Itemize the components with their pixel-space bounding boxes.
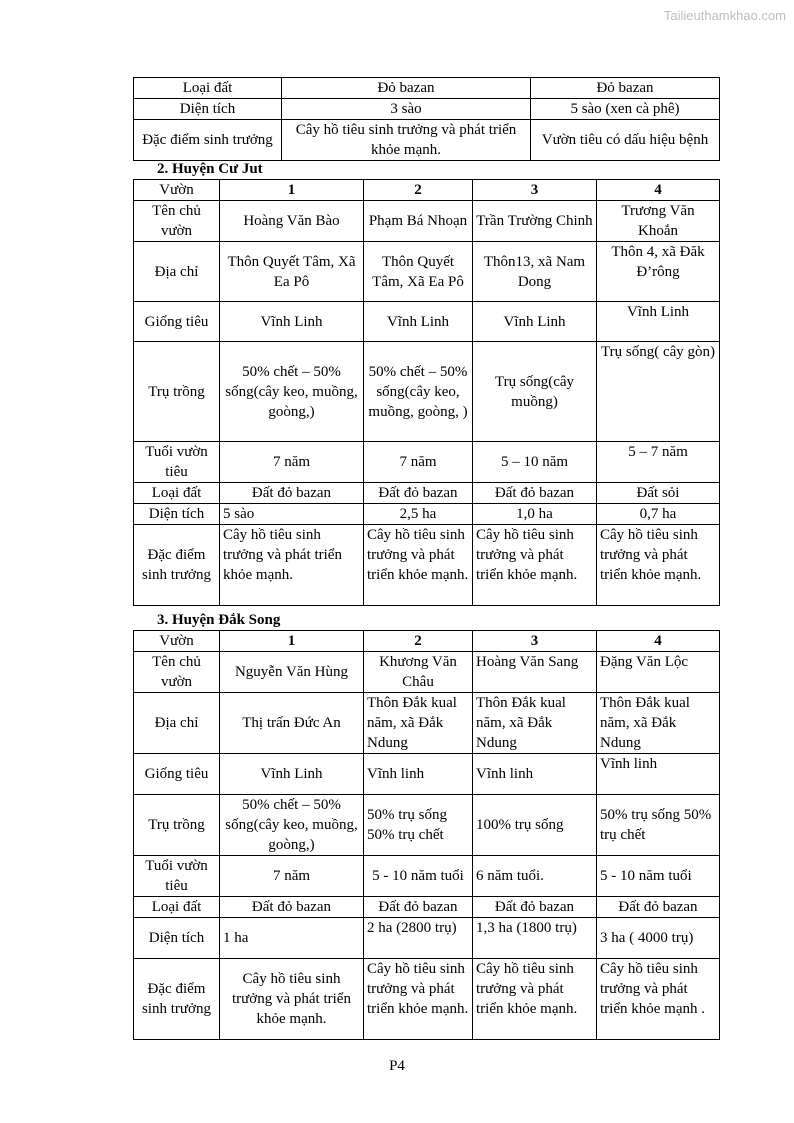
table-cell: Thôn 4, xã Đăk Đ’rông [597, 242, 720, 302]
table-cell: 5 sào (xen cà phê) [531, 99, 720, 120]
table-cell: Trần Trường Chinh [473, 201, 597, 242]
table-cell: Đất sỏi [597, 483, 720, 504]
row-label: Diện tích [134, 99, 282, 120]
row-label: Địa chỉ [134, 693, 220, 754]
table-cell: Vĩnh Linh [473, 302, 597, 342]
table-cell: Thị trấn Đức An [220, 693, 364, 754]
table-row [134, 342, 720, 442]
row-label: Diện tích [134, 918, 220, 959]
table-cell: Trụ sống(cây muồng) [473, 342, 597, 442]
table-row [134, 78, 720, 99]
table-cell: Đất đỏ bazan [220, 483, 364, 504]
table-cell: Phạm Bá Nhoạn [364, 201, 473, 242]
table-cell: Đặng Văn Lộc [597, 652, 720, 693]
table-row [134, 959, 720, 1040]
table-cell: 7 năm [220, 856, 364, 897]
table-cell: Cây hồ tiêu sinh trưởng và phát triển khỏe mạnh. [364, 525, 473, 606]
table-cell: 5 sào [220, 504, 364, 525]
table-cell: 1 ha [220, 918, 364, 959]
table-cell: Cây hồ tiêu sinh trưởng và phát triển khỏe mạnh. [282, 120, 531, 161]
table-cell: 3 ha ( 4000 trụ) [597, 918, 720, 959]
watermark-text: Tailieuthamkhao.com [663, 8, 786, 23]
row-label: Loại đất [134, 897, 220, 918]
table-cell: Đỏ bazan [531, 78, 720, 99]
header-col-3: 3 [473, 631, 597, 652]
row-label: Tuổi vườn tiêu [134, 442, 220, 483]
row-label: Giống tiêu [134, 302, 220, 342]
row-label: Tên chủ vườn [134, 201, 220, 242]
table-cell: 5 – 7 năm [597, 442, 720, 483]
table-cell: Cây hồ tiêu sinh trưởng và phát triển khỏe mạnh . [597, 959, 720, 1040]
table-cell: Vĩnh Linh [364, 302, 473, 342]
table-cell: Cây hồ tiêu sinh trưởng và phát triển khỏe mạnh. [364, 959, 473, 1040]
row-label: Trụ trồng [134, 795, 220, 856]
row-label: Đặc điểm sinh trưởng [134, 959, 220, 1040]
row-label: Loại đất [134, 483, 220, 504]
header-label: Vườn [134, 631, 220, 652]
table-cell: Cây hồ tiêu sinh trưởng và phát triển khỏe mạnh. [220, 959, 364, 1040]
table-cell: Thôn Đắk kual năm, xã Đắk Ndung [364, 693, 473, 754]
table-row [134, 897, 720, 918]
table-cell: Đất đỏ bazan [597, 897, 720, 918]
table-row [134, 442, 720, 483]
row-label: Trụ trồng [134, 342, 220, 442]
table-cell: Đất đỏ bazan [220, 897, 364, 918]
table-cell: Đỏ bazan [282, 78, 531, 99]
row-label: Tuổi vườn tiêu [134, 856, 220, 897]
table-row [134, 99, 720, 120]
table-cell: Thôn Đắk kual năm, xã Đắk Ndung [473, 693, 597, 754]
table-row [134, 918, 720, 959]
header-col-4: 4 [597, 180, 720, 201]
table-cell: Thôn Đắk kual năm, xã Đắk Ndung [597, 693, 720, 754]
header-col-2: 2 [364, 631, 473, 652]
table-cell: 50% trụ sống 50% trụ chết [364, 795, 473, 856]
header-col-1: 1 [220, 631, 364, 652]
table-cell: Thôn13, xã Nam Dong [473, 242, 597, 302]
table-cell: Cây hồ tiêu sinh trưởng và phát triển khỏe mạnh. [473, 525, 597, 606]
table-cell: Nguyễn Văn Hùng [220, 652, 364, 693]
table-cell: Vĩnh Linh [220, 302, 364, 342]
table-cell: 50% chết – 50% sống(cây keo, muồng, goòng,) [220, 342, 364, 442]
table-row [134, 856, 720, 897]
table-cell: 6 năm tuổi. [473, 856, 597, 897]
table-cell: 1,3 ha (1800 trụ) [473, 918, 597, 959]
table-row [134, 504, 720, 525]
table-row [134, 302, 720, 342]
table-row [134, 525, 720, 606]
row-label: Diện tích [134, 504, 220, 525]
table-cell: Trương Văn Khoắn [597, 201, 720, 242]
table-header-row [134, 180, 720, 201]
table-cell: 2,5 ha [364, 504, 473, 525]
page-number: P4 [389, 1058, 405, 1074]
table-cell: 1,0 ha [473, 504, 597, 525]
table-cell: Đất đỏ bazan [364, 483, 473, 504]
table-cell: 5 - 10 năm tuổi [597, 856, 720, 897]
section-heading-dak-song: 3. Huyện Đắk Song [157, 612, 281, 628]
table-cell: Thôn Quyết Tâm, Xã Ea Pô [220, 242, 364, 302]
table-row [134, 693, 720, 754]
table-cell: Hoàng Văn Sang [473, 652, 597, 693]
table-cell: Cây hồ tiêu sinh trưởng và phát triển khỏe mạnh. [220, 525, 364, 606]
row-label: Giống tiêu [134, 754, 220, 795]
table-cell: Hoàng Văn Bào [220, 201, 364, 242]
table-cell: Vĩnh Linh [597, 302, 720, 342]
table-row [134, 120, 720, 161]
table-row [134, 652, 720, 693]
header-label: Vườn [134, 180, 220, 201]
row-label: Đặc điểm sinh trưởng [134, 120, 282, 161]
table-cell: 50% chết – 50% sống(cây keo, muồng, goòng,) [220, 795, 364, 856]
table-dak-song [133, 630, 720, 1040]
table-row [134, 201, 720, 242]
header-col-2: 2 [364, 180, 473, 201]
table-row [134, 483, 720, 504]
table-cell: 2 ha (2800 trụ) [364, 918, 473, 959]
table-cell: Đất đỏ bazan [473, 483, 597, 504]
header-col-3: 3 [473, 180, 597, 201]
table-cell: 50% chết – 50% sống(cây keo, muồng, goòng, ) [364, 342, 473, 442]
table-cell: Khương Văn Châu [364, 652, 473, 693]
table-cell: Cây hồ tiêu sinh trưởng và phát triển khỏe mạnh. [473, 959, 597, 1040]
table-cell: 7 năm [220, 442, 364, 483]
table-cell: Đất đỏ bazan [473, 897, 597, 918]
table-cell: 5 – 10 năm [473, 442, 597, 483]
table-cu-jut [133, 179, 720, 606]
table-cell: 3 sào [282, 99, 531, 120]
table-cell: Đất đỏ bazan [364, 897, 473, 918]
row-label: Đặc điểm sinh trưởng [134, 525, 220, 606]
table-row [134, 754, 720, 795]
header-col-4: 4 [597, 631, 720, 652]
section-heading-cu-jut: 2. Huyện Cư Jut [157, 161, 263, 177]
table-cell: Vĩnh linh [597, 754, 720, 795]
table-cell: 5 - 10 năm tuổi [364, 856, 473, 897]
row-label: Tên chủ vườn [134, 652, 220, 693]
table-cell: 0,7 ha [597, 504, 720, 525]
table-cell: Vĩnh Linh [220, 754, 364, 795]
table-cell: 50% trụ sống 50% trụ chết [597, 795, 720, 856]
table-continuation [133, 77, 720, 161]
table-cell: Vĩnh linh [473, 754, 597, 795]
table-row [134, 242, 720, 302]
header-col-1: 1 [220, 180, 364, 201]
table-cell: Thôn Quyết Tâm, Xã Ea Pô [364, 242, 473, 302]
table-cell: 7 năm [364, 442, 473, 483]
row-label: Loại đất [134, 78, 282, 99]
table-cell: Vườn tiêu có dấu hiệu bệnh [531, 120, 720, 161]
table-cell: Vĩnh linh [364, 754, 473, 795]
table-header-row [134, 631, 720, 652]
row-label: Địa chỉ [134, 242, 220, 302]
table-cell: Cây hồ tiêu sinh trưởng và phát triển khỏe mạnh. [597, 525, 720, 606]
table-row [134, 795, 720, 856]
table-cell: Trụ sống( cây gòn) [597, 342, 720, 442]
table-cell: 100% trụ sống [473, 795, 597, 856]
